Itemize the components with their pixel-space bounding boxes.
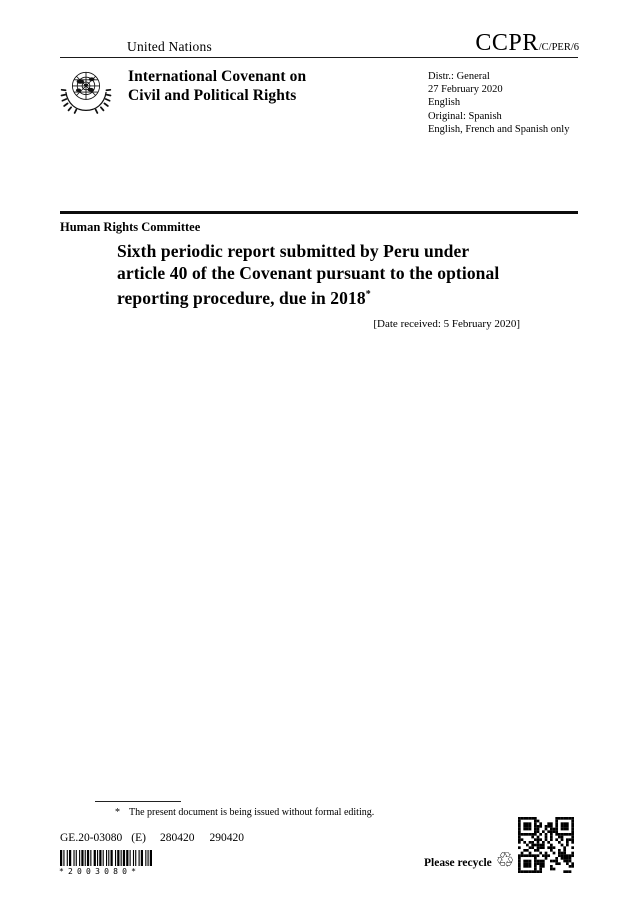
barcode-label: *2003080*	[59, 867, 141, 876]
report-title-line1: Sixth periodic report submitted by Peru under	[117, 241, 470, 261]
barcode	[60, 850, 152, 866]
covenant-title-line2: Civil and Political Rights	[128, 87, 297, 104]
section-divider	[60, 211, 578, 214]
document-symbol	[475, 30, 579, 57]
qr-code	[518, 817, 574, 873]
ge-reference-line	[60, 832, 244, 844]
document-symbol-suffix: /C/PER/6	[538, 42, 579, 53]
document-symbol-main: CCPR	[475, 30, 539, 56]
distribution-language: English	[428, 97, 461, 109]
recycle-icon: ♲	[495, 848, 515, 872]
footnote	[96, 807, 526, 818]
footnote-text: The present document is being issued without formal editing.	[129, 807, 375, 818]
processing-date: 280420	[159, 832, 195, 844]
date-received: [Date received: 5 February 2020]	[373, 318, 520, 330]
organization-label: United Nations	[127, 39, 212, 54]
distribution-original-language: Original: Spanish	[428, 110, 502, 122]
footnote-marker: *	[115, 807, 120, 818]
recycle-note	[424, 849, 515, 871]
report-title	[117, 241, 562, 309]
distribution-type: Distr.: General	[428, 71, 490, 82]
language-code: (E)	[131, 832, 146, 844]
barcode-bars	[60, 850, 152, 866]
distribution-languages-note: English, French and Spanish only	[428, 123, 570, 135]
covenant-title	[128, 67, 306, 105]
header-divider	[60, 57, 578, 58]
un-emblem-icon	[58, 64, 114, 120]
un-emblem-svg	[58, 64, 114, 120]
issue-date: 290420	[209, 832, 244, 844]
covenant-title-line1: International Covenant on	[128, 68, 307, 85]
recycle-label: Please recycle	[424, 857, 492, 869]
title-footnote-marker: *	[365, 289, 371, 300]
distribution-block	[428, 70, 588, 136]
distribution-date: 27 February 2020	[428, 84, 503, 96]
report-title-line2: article 40 of the Covenant pursuant to the optional	[117, 262, 500, 283]
ge-number: GE.20-03080	[60, 832, 123, 844]
footnote-divider	[95, 801, 181, 802]
qr-code-svg	[518, 817, 574, 873]
committee-heading: Human Rights Committee	[60, 220, 201, 234]
report-title-line3: reporting procedure, due in 2018*	[117, 287, 371, 308]
